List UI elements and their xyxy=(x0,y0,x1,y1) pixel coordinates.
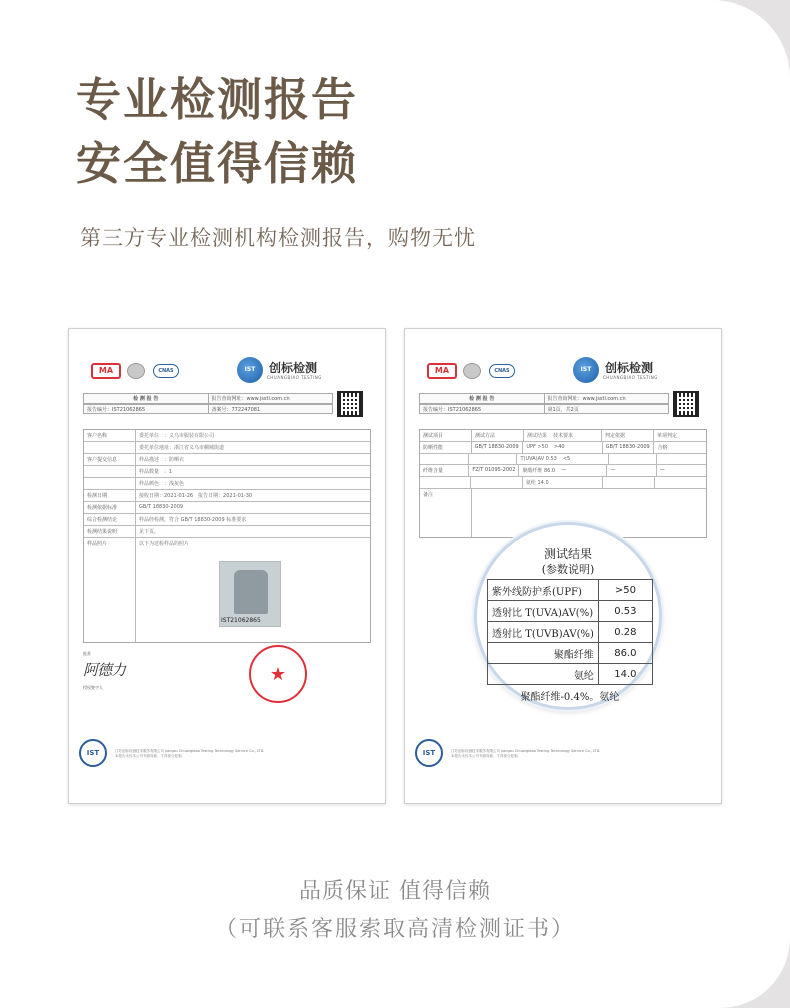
table-row: 防晒性能 GB/T 18830-2009 UPF >50 >40 GB/T 18830-2009 合格 xyxy=(420,442,706,454)
footer-company: 江苏创标检测技术服务有限公司 Jiangsu Chuangbiao Testing Technology Service Co., LTD. 本报告未经本公司书面同意，不得部分复制。 xyxy=(115,749,265,758)
report-no-row: 报告编号：IST21062865 第1页，共2页 xyxy=(419,404,669,414)
footer-company: 江苏创标检测技术服务有限公司 Jiangsu Chuangbiao Testing Technology Service Co., LTD. 本报告未经本公司书面同意，不得部分复制。 xyxy=(451,749,601,758)
table-row: 客户提交信息 样品描述 ：防晒衣 xyxy=(84,454,370,466)
cma-logo: MA xyxy=(427,363,457,379)
report-header xyxy=(91,353,363,389)
footer-note: （可联系客服索取高清检测证书） xyxy=(214,917,575,942)
report-title-row: 检 测 报 告 报告查询网址：www.jssti.com.cn xyxy=(83,393,333,404)
ist-logo: IST xyxy=(573,357,599,383)
garment-id: IST21062865 xyxy=(221,617,261,624)
brand-subtitle: CHUANGBIAO TESTING xyxy=(603,375,658,380)
table-row: 透射比 T(UVB)AV(%) 0.28 xyxy=(488,622,653,643)
headline-line1: 专业检测报告 xyxy=(76,73,359,126)
signature: 阿德力 xyxy=(83,661,126,679)
brand-name: 创标检测 xyxy=(269,361,318,375)
table-row: 客户名称 委托单位 ：义乌市服装有限公司 xyxy=(84,430,370,442)
table-row: 检测依据标准 GB/T 18830-2009 xyxy=(84,502,370,514)
headline-line2: 安全值得信赖 xyxy=(76,137,359,190)
table-row: 紫外线防护系(UPF) >50 xyxy=(488,580,653,601)
table-row: 检测结果说明 见下页。 xyxy=(84,526,370,538)
table-row: 样品照片 以下为送检样品的照片 xyxy=(84,538,370,642)
subtitle: 第三方专业检测机构检测报告，购物无忧 xyxy=(80,226,476,250)
table-row: 样品数量 ：1 xyxy=(84,466,370,478)
seal-logo xyxy=(463,363,481,379)
qr-code-icon xyxy=(337,391,363,417)
cnas-logo: CNAS xyxy=(489,364,515,378)
official-stamp xyxy=(249,645,307,703)
ist-footer-logo: IST xyxy=(79,739,107,767)
report-title-row: 检 测 报 告 报告查询网址：www.jssti.com.cn xyxy=(419,393,669,404)
report-no-row: 报告编号：IST21062865 备案号：772247081 xyxy=(83,404,333,414)
approval-label: 批准 xyxy=(83,651,91,656)
stamp-star-icon: ★ xyxy=(269,664,287,685)
table-row: 综合检测结论 样品经检测，符合 GB/T 18830-2009 标准要求 xyxy=(84,514,370,526)
qr-code-icon xyxy=(673,391,699,417)
cma-logo: MA xyxy=(91,363,121,379)
brand-name: 创标检测 xyxy=(605,361,654,375)
ist-logo: IST xyxy=(237,357,263,383)
table-row: 聚酯纤维 86.0 xyxy=(488,643,653,664)
table-row: T(UVA)AV 0.53 <5 xyxy=(420,454,706,465)
table-row: 样品颜色 ：浅灰色 xyxy=(84,478,370,490)
table-row: 氨纶 14.0 xyxy=(420,477,706,489)
report-header xyxy=(427,353,699,389)
signature-caption: 授权签字人 xyxy=(83,685,103,690)
table-row: 纤维含量 FZ/T 01095-2002 聚酯纤维 86.0 — — — xyxy=(420,465,706,477)
table-row: 透射比 T(UVA)AV(%) 0.53 xyxy=(488,601,653,622)
table-header-row: 测试项目 测试方法 测试结果 技术要求 判定依据 单项判定 xyxy=(420,430,706,442)
table-row: 检测日期 接收日期：2021-01-26 报告日期：2021-01-30 xyxy=(84,490,370,502)
magnifier-table xyxy=(487,579,653,706)
cnas-logo: CNAS xyxy=(153,364,179,378)
table-row: 聚酯纤维-0.4%。氨纶 xyxy=(520,691,620,703)
ist-footer-logo: IST xyxy=(415,739,443,767)
seal-logo xyxy=(127,363,145,379)
magnifier-subtitle: (参数说明) xyxy=(541,563,595,576)
footer-slogan: 品质保证 值得信赖 xyxy=(299,879,491,904)
report-page-1 xyxy=(68,328,386,804)
brand-subtitle: CHUANGBIAO TESTING xyxy=(267,375,322,380)
magnifier-title: 测试结果 xyxy=(543,547,592,561)
table-row: 氨纶 14.0 xyxy=(488,664,653,685)
table-row: 委托单位地址：浙江省义乌市稠城街道 xyxy=(84,442,370,454)
table-row: 备注 xyxy=(420,489,706,537)
magnifier-lens xyxy=(474,522,662,710)
